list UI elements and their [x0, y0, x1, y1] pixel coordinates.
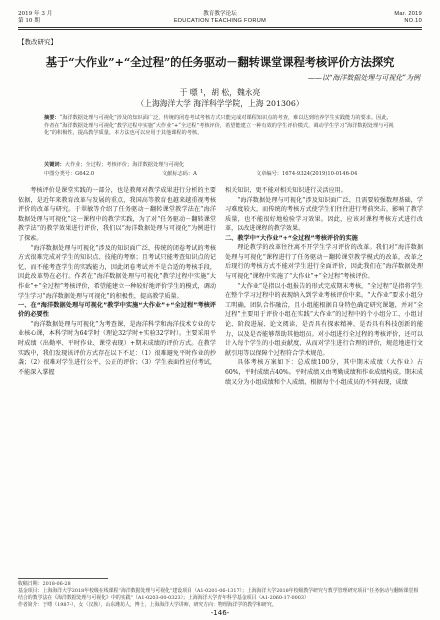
article-subtitle: ——以“海洋数据处理与可视化”为例: [307, 74, 420, 82]
header-issue-number: 第 10 期: [18, 18, 40, 24]
paragraph: 相关知识，更不能对相关知识进行灵活应用。: [225, 187, 347, 194]
abstract-text: “海洋数据处理与可视化”涉及的知识面广泛，传统的闭卷考试考核方式只能完成对课程知识点的考查，难以达到培养学生实践能力的要求。因此，作者在“海洋数据处理与可视化”教学过程中实施“大作业”+“全过程”考核评价，希望能建立一种有效的学生评价模式，调动学生学习“海洋数据处理与可视化”的积极性，提高教学质量。本方法也可以应用于其他课程的考核。: [44, 115, 394, 137]
abstract: [44, 115, 396, 138]
footnote-author-bio: 作者简介：于嘌（1987-），女（汉族），山东潍坊人，博士，上海海洋大学讲师，研究方向：物理海洋学的教学和研究。: [18, 602, 277, 608]
header-issue-date: 2019 年 3 月: [18, 11, 53, 17]
paragraph: “海洋数据处理与可视化”涉及知识面广泛，且需要较强数理基础，学习难度较大，而传统的考核方式使学生们往往进行考前突击，影响了教学质量，也不能很好地检验学习效果。因此，应该对课程考核方式进行改革，以改进课程的教学效果。: [225, 196, 423, 233]
body-column-left: [18, 186, 216, 576]
keywords-text: 大作业；全过程；考核评价；海洋数据处理与可视化: [64, 162, 185, 168]
article-title: 基于“大作业”+“全过程”的任务驱动－翻转课堂课程考核评价方法探究: [45, 55, 395, 69]
document-code: 文献标志码：A: [162, 171, 197, 177]
section-heading: 一、在“海洋数据处理与可视化”教学中实施“大作业”+“全过程”考核评价的必要性: [18, 302, 216, 319]
paragraph: 考核评价是课堂实践的一部分，也是教师对教学成果进行分析的主要依据，是近年来教育改革与发展的重点，我国高等教育也越来越重视考核评价的改革与研究。于翠敏等介绍了任务驱动－翻转课堂教学法在“海洋数据处理与可视化”这一课程中的教学实践，为了对“任务驱动－翻转课堂教学法”的教学效果进行评价，我们以“海洋数据处理与可视化”为例进行了探索。: [18, 187, 216, 242]
keywords: [44, 161, 396, 168]
header-issue-date-en: Mar. 2019: [394, 11, 422, 17]
clc-number: 中图分类号：G642.0: [44, 171, 95, 177]
paragraph: “海洋数据处理与可视化”涉及的知识面广泛，传统的闭卷考试的考核方式很难完成对学生的知识点、技能的考察；且考试只能考查知识点的记忆，而不能考查学生的实践能力，因此闭卷考试并不是合适的考核手段，因此改革势在必行。作者在“海洋数据处理与可视化”教学过程中实施“大作业”+“全过程”考核评价，希望能建立一种较好地评价学生的模式，调动学生学习“海洋数据处理与可视化”的积极性，提高教学质量。: [18, 244, 216, 300]
section-heading: 二、教学中“大作业”+“全过程”考核评价的实施: [225, 234, 358, 242]
header-journal-title-en: EDUCATION TEACHING FORUM: [173, 18, 267, 24]
page-number: -146-: [210, 609, 230, 617]
keywords-label: 关键词：: [44, 162, 65, 168]
article-number: 文章编号：1674-9324(2019)10-0146-04: [256, 171, 358, 177]
paragraph: 理论教学的改革往往离不开学生学习评价的改革。我们对“海洋数据处理与可视化”课程进行了任务驱动－翻转课堂教学模式的改革，改革之后现行的考核方式不能对学生进行全面评价，因此我们在“海洋数据处理与可视化”课程中实施了“大作业”+“全过程”考核评价。: [225, 244, 423, 281]
paragraph: “大作业”是指以小组报告的形式完成期末考核，“全过程”是指将学生在整个学习过程中的表现纳入到学业考核评价中来。“大作业”要求小组分工明确，团队合作融洽，且小组能根据自身特色确定研究课题，并对“全过程”主要用于评价小组在实践“大作业”的过程中的个小组分工、小组讨论、阶段进展、论文阅读、是否具有探索精神、是否具有科技创新的能力，以及是否能够帮助其他组员。对小组进行全过程的考核评价，还可以计入每个学生的小组贡献度，从而对学生进行合理的评价，规范地进行文献引用等以保障个过程符合学术规范。: [225, 282, 423, 357]
footnotes: [18, 581, 422, 609]
footnote-received-date: 收稿日期：2018-06-28: [18, 581, 71, 587]
footnote-funding: 基金项目：上海海洋大学2018年校级在线课程“海洋数据处理与可视化”建设项目（A1-0201-06-1317）；上海海洋大学2018年校级教学研究与教学管理研究项目“任务驱动与翻转课堂相结合的教学法在《海洋数据处理与可视化》中的实践”（A1-0203-00-0323）；上海海洋大学青年科学基金项目（A1-2060-17-0003）: [18, 588, 419, 601]
header-rule-bottom: [18, 29, 422, 30]
paragraph: “海洋数据处理与可视化”为考查课，是海洋科学和海洋技术专业的专业核心课，本科学时为64学时（理论32学时+实验32学时）。主要采用平时成绩（出勤率、平时作业、课堂表现）+期末成绩的评价方式。在教学实践中，我们发现该评价方式存在以下不足：（1）很难避免平时作业的抄袭；（2）很难对学生进行公平、公正的评价；（3）学生表面性应付考试，不能深入掌握: [18, 320, 216, 376]
authors: 于 嘌 ¹，胡 松，魏永亮: [179, 88, 261, 97]
affiliation: （上海海洋大学 海洋科学学院，上海 201306）: [136, 99, 304, 108]
footnote-rule: [18, 578, 108, 579]
header-rule-top: [18, 27, 422, 28]
header-journal-title: 教育教学论坛: [203, 11, 237, 17]
paragraph: 具体考核方案如下：总成绩100分，其中期末成绩（大作业）占60%，平时成绩占40%。平时成绩又由考勤成绩和作业成绩构成。期末成绩又分为小组成绩和个人成绩，根据每个小组成员的不同表现，成绩: [225, 359, 423, 386]
section-tag: 【教改研究】: [18, 38, 57, 46]
header-issue-number-en: NO.10: [404, 18, 422, 24]
body-column-right: [225, 186, 423, 576]
abstract-label: 摘要：: [44, 115, 60, 121]
